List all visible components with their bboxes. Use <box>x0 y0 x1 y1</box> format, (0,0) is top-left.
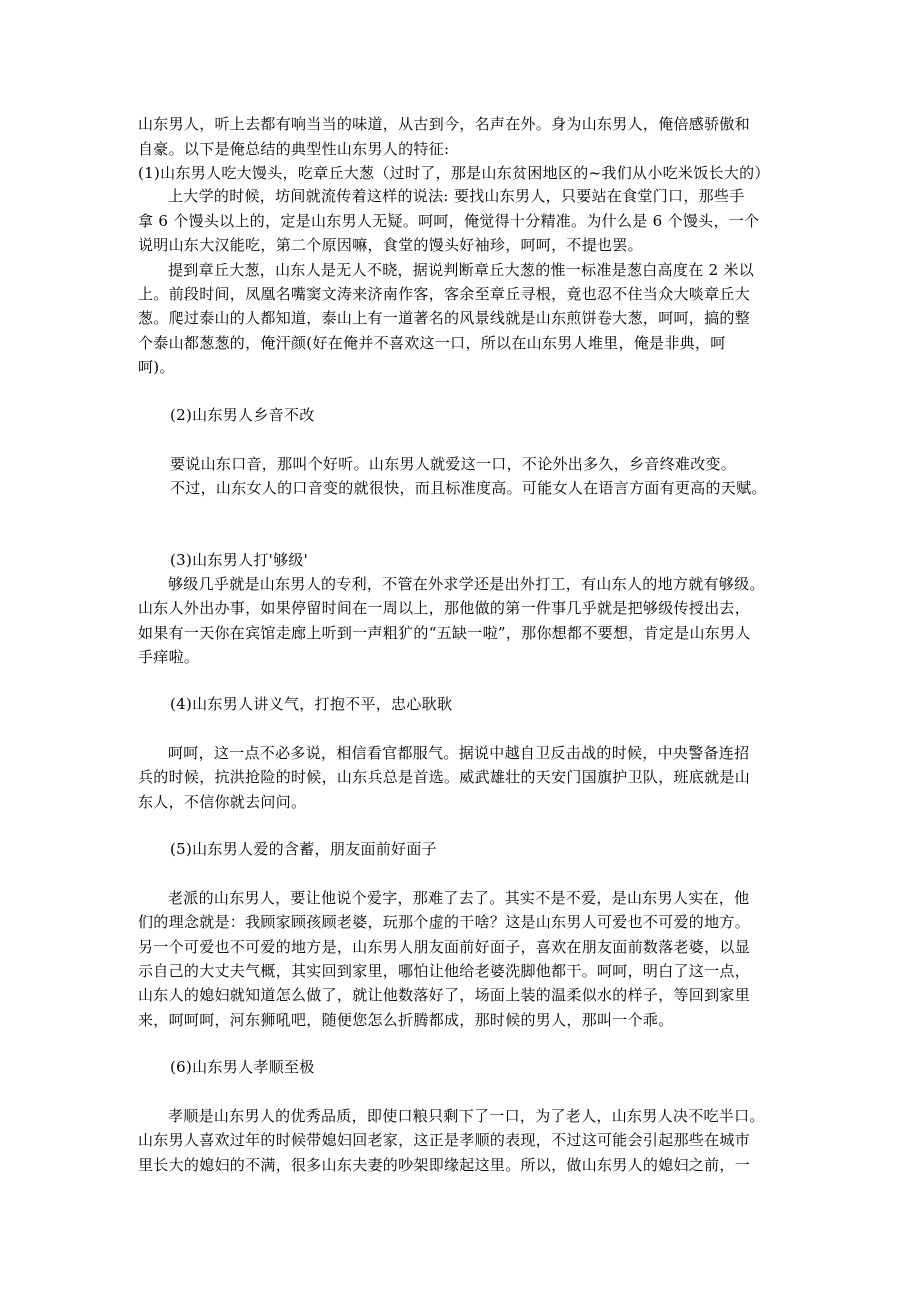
text-line: 不过，山东女人的口音变的就很快，而且标准度高。可能女人在语言方面有更高的天赋。 <box>170 479 767 497</box>
text-line: 如果有一天你在宾馆走廊上听到一声粗犷的“五缺一啦”，那你想都不要想，肯定是山东男人 <box>138 624 751 642</box>
text-line: 呵)。 <box>138 358 175 376</box>
text-line: 山东人外出办事，如果停留时间在一周以上，那他做的第一件事几乎就是把够级传授出去， <box>138 599 751 617</box>
text-line: 山东男人喜欢过年的时候带媳妇回老家，这正是孝顺的表现，不过这可能会引起那些在城市 <box>138 1131 751 1149</box>
text-line: 个泰山都葱葱的，俺汗颜(好在俺并不喜欢这一口，所以在山东男人堆里，俺是非典，呵 <box>138 334 726 352</box>
section-heading: (4)山东男人讲义气，打抱不平，忠心耿耿 <box>170 695 453 713</box>
section-heading: (2)山东男人乡音不改 <box>170 406 315 424</box>
text-line: 上。前段时间，凤凰名嘴窦文涛来济南作客，客余至章丘寻根，竟也忍不住当众大啖章丘大 <box>138 285 751 303</box>
section-heading: (1)山东男人吃大馒头，吃章丘大葱（过时了，那是山东贫困地区的~我们从小吃米饭长大的） <box>138 164 770 182</box>
text-line: 手痒啦。 <box>138 648 200 666</box>
text-line: 要说山东口音，那叫个好听。山东男人就爱这一口，不论外出多久，乡音终难改变。 <box>170 455 737 473</box>
text-line: 兵的时候，抗洪抢险的时候，山东兵总是首选。威武雄壮的天安门国旗护卫队，班底就是山 <box>138 768 751 786</box>
text-line: 里长大的媳妇的不满，很多山东夫妻的吵架即缘起这里。所以，做山东男人的媳妇之前，一 <box>138 1156 751 1174</box>
text-line: 葱。爬过泰山的人都知道，泰山上有一道著名的风景线就是山东煎饼卷大葱，呵呵，搞的整 <box>138 309 751 327</box>
text-line: 来，呵呵呵，河东狮吼吧，随便您怎么折腾都成，那时候的男人，那叫一个乖。 <box>138 1011 674 1029</box>
text-line: 上大学的时候，坊间就流传着这样的说法: 要找山东男人，只要站在食堂门口，那些手 <box>168 187 745 205</box>
section-heading: (3)山东男人打'够级' <box>170 551 309 569</box>
text-line: 们的理念就是：我顾家顾孩顾老婆，玩那个虚的干啥？这是山东男人可爱也不可爱的地方。 <box>138 913 751 931</box>
text-line: 山东男人，听上去都有响当当的味道，从古到今，名声在外。身为山东男人，俺倍感骄傲和 <box>138 115 751 133</box>
text-line: 说明山东大汉能吃，第二个原因嘛，食堂的馒头好袖珍，呵呵，不提也罢。 <box>138 236 643 254</box>
section-heading: (5)山东男人爱的含蓄，朋友面前好面子 <box>170 840 437 858</box>
text-line: 另一个可爱也不可爱的地方是，山东男人朋友面前好面子，喜欢在朋友面前数落老婆，以显 <box>138 938 751 956</box>
text-line: 孝顺是山东男人的优秀品质，即使口粮只剩下了一口，为了老人，山东男人决不吃半口。 <box>168 1107 765 1125</box>
text-line: 东人，不信你就去问问。 <box>138 793 307 811</box>
text-line: 呵呵，这一点不必多说，相信看官都服气。据说中越自卫反击战的时候，中央警备连招 <box>168 744 750 762</box>
text-line: 老派的山东男人，要让他说个爱字，那难了去了。其实不是不爱，是山东男人实在，他 <box>168 889 750 907</box>
text-line: 自豪。以下是俺总结的典型性山东男人的特征: <box>138 140 450 158</box>
text-line: 够级几乎就是山东男人的专利，不管在外求学还是出外打工，有山东人的地方就有够级。 <box>168 575 765 593</box>
text-line: 拿 6 个馒头以上的，定是山东男人无疑。呵呵，俺觉得十分精准。为什么是 6 个馒头，一个 <box>138 212 760 230</box>
text-line: 山东人的媳妇就知道怎么做了，就让他数落好了，场面上装的温柔似水的样子，等回到家里 <box>138 986 751 1004</box>
section-heading: (6)山东男人孝顺至极 <box>170 1058 315 1076</box>
text-line: 示自己的大丈夫气概，其实回到家里，哪怕让他给老婆洗脚他都干。呵呵，明白了这一点， <box>138 962 751 980</box>
text-line: 提到章丘大葱，山东人是无人不晓，据说判断章丘大葱的惟一标准是葱白高度在 2 米以 <box>168 261 755 279</box>
